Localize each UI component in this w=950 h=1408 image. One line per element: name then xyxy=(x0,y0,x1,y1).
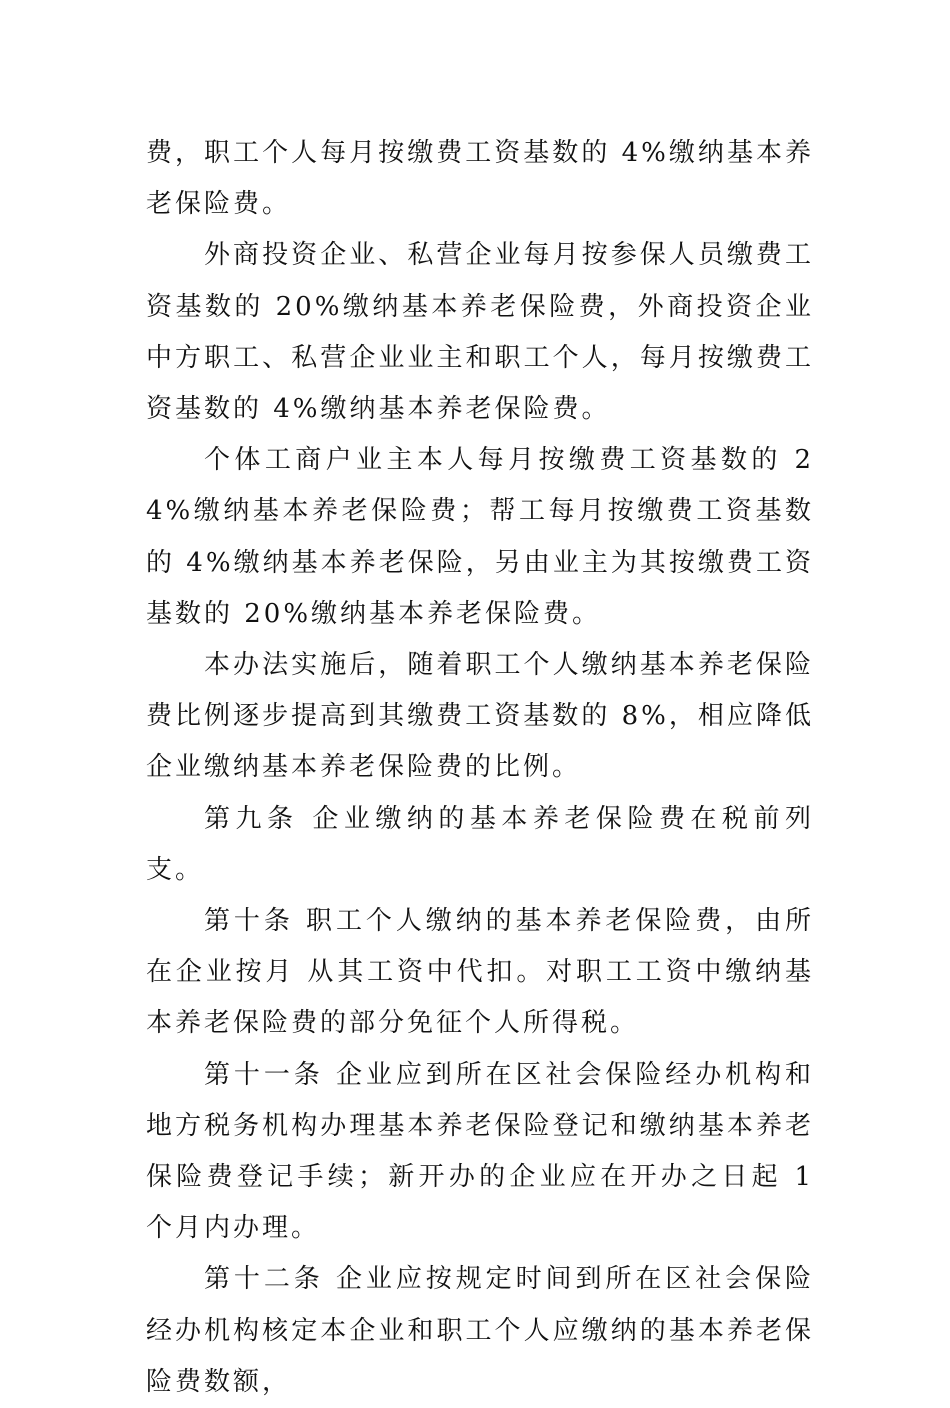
article-10: 第十条 职工个人缴纳的基本养老保险费，由所在企业按月 从其工资中代扣。对职工工资中缴纳基本养老保险费的部分免征个人所得税。 xyxy=(146,906,814,1039)
paragraph-foreign-private-enterprise: 外商投资企业、私营企业每月按参保人员缴费工资基数的 20%缴纳基本养老保险费，外商投资企业中方职工、私营企业业主和职工个人，每月按缴费工资基数的 4%缴纳基本养老保险费。 xyxy=(146,240,814,425)
article-11: 第十一条 企业应到所在区社会保险经办机构和地方税务机构办理基本养老保险登记和缴纳基本养老保险费登记手续；新开办的企业应在开办之日起 1 个月内办理。 xyxy=(146,1059,814,1244)
paragraph-individual-business: 个体工商户业主本人每月按缴费工资基数的 24%缴纳基本养老保险费；帮工每月按缴费工资基数的 4%缴纳基本养老保险，另由业主为其按缴费工资基数的 20%缴纳基本养老保险费。 xyxy=(146,445,814,629)
document-body xyxy=(146,128,814,1408)
article-9: 第九条 企业缴纳的基本养老保险费在税前列支。 xyxy=(146,803,814,885)
article-12: 第十二条 企业应按规定时间到所在区社会保险经办机构核定本企业和职工个人应缴纳的基本养老保险费数额， xyxy=(146,1264,814,1397)
paragraph-continuation: 费，职工个人每月按缴费工资基数的 4%缴纳基本养老保险费。 xyxy=(146,138,814,220)
paragraph-rate-increase: 本办法实施后，随着职工个人缴纳基本养老保险费比例逐步提高到其缴费工资基数的 8%，相应降低企业缴纳基本养老保险费的比例。 xyxy=(146,650,814,783)
